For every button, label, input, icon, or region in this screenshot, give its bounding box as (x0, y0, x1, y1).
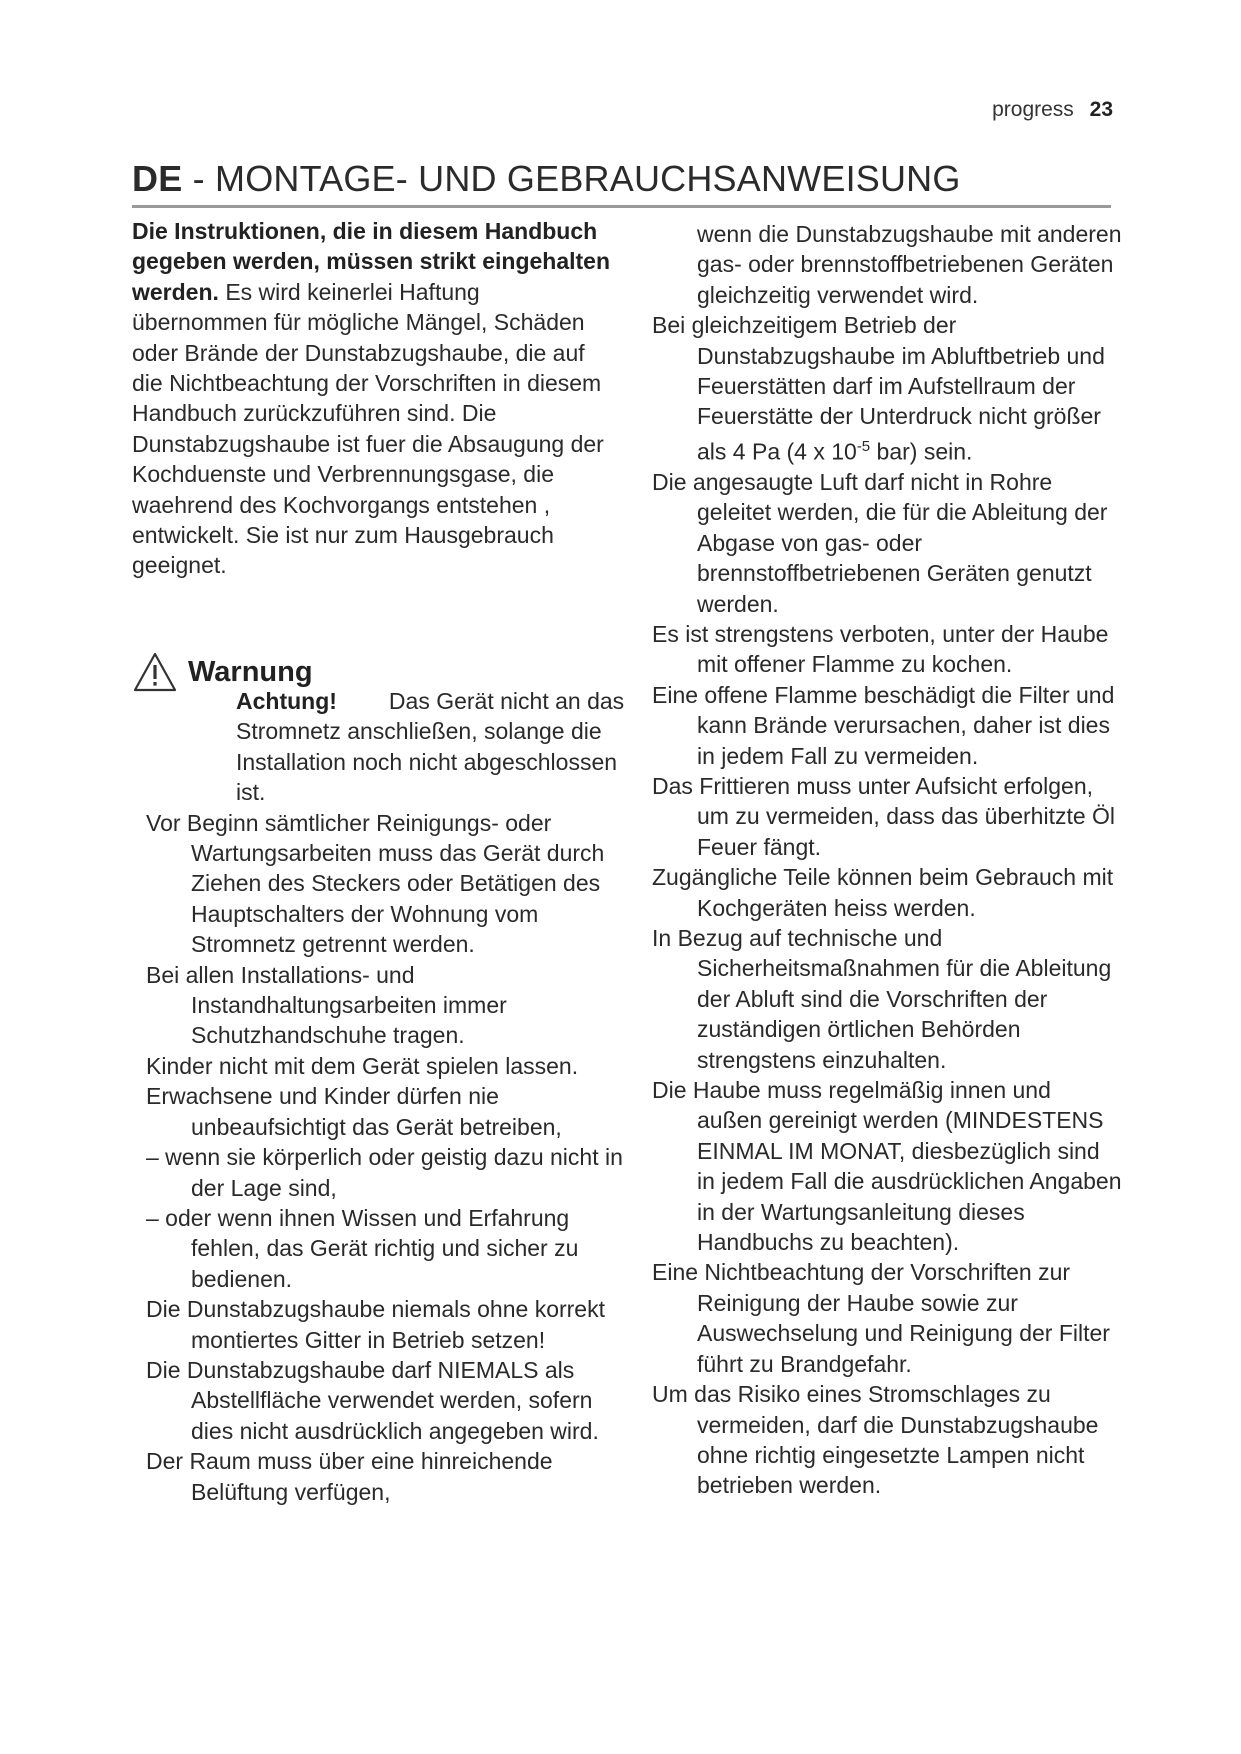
warning-item: Kinder nicht mit dem Gerät spielen lassen. (146, 1052, 579, 1079)
warning-first-text: Das Gerät nicht an das Stromnetz anschließen, solange die Installation noch nicht abgeschlossen ist. (236, 688, 625, 806)
title-text: - MONTAGE- UND GEBRAUCHSANWEISUNG (182, 158, 961, 199)
right-item: Die Haube muss regelmäßig innen und außen gereinigt werden (MINDESTENS EINMAL IM MONAT, diesbezüglich sind in jedem Fall die ausdrücklichen Angaben in der Wartungsanleitung dieses Handbuchs zu beachten). (652, 1077, 1122, 1256)
left-column (132, 216, 612, 581)
warning-body (146, 686, 626, 1507)
intro-text: Es wird keinerlei Haftung übernommen für mögliche Mängel, Schäden oder Brände der Dunstabzugshaube, die auf die Nichtbeachtung der Vorschriften in diesem Handbuch zurückzuführen sind. Die Dunstabzugshaube ist fuer die Absaugung der Kochduenste und Verbrennungsgase, die waehrend des Kochvorgangs entstehen , entwickelt. Sie ist nur zum Hausgebrauch geeignet. (132, 278, 604, 579)
right-item: Eine offene Flamme beschädigt die Filter und kann Brände verursachen, daher ist dies in jedem Fall zu vermeiden. (652, 681, 1115, 769)
language-code: DE (132, 158, 183, 199)
right-item: Zugängliche Teile können beim Gebrauch mit Kochgeräten heiss werden. (652, 864, 1114, 921)
warning-item: Der Raum muss über eine hinreichende Belüftung verfügen, (146, 1448, 553, 1505)
warning-item: – oder wenn ihnen Wissen und Erfahrung fehlen, das Gerät richtig und sicher zu bedienen. (146, 1204, 579, 1292)
pressure-text: Bei gleichzeitigem Betrieb der Dunstabzugshaube im Abluftbetrieb und Feuerstätten darf im Aufstellraum der Feuerstätte der Unterdruck nicht größer als 4 Pa (4 x 10 (652, 312, 1105, 465)
right-item: Die angesaugte Luft darf nicht in Rohre geleitet werden, die für die Ableitung der Abgase von gas- oder brennstoffbetriebenen Geräten genutzt werden. (652, 468, 1108, 617)
right-item: Es ist strengstens verboten, unter der Haube mit offener Flamme zu kochen. (652, 620, 1109, 678)
warning-first-item (146, 686, 626, 808)
page-title (132, 158, 961, 200)
right-item: Das Frittieren muss unter Aufsicht erfolgen, um zu vermeiden, dass das überhitzte Öl Feuer fängt. (652, 772, 1116, 860)
right-item-pressure (652, 310, 1122, 467)
right-item: In Bezug auf technische und Sicherheitsmaßnahmen für die Ableitung der Abluft sind die Vorschriften der zuständigen örtlichen Behörden strengstens einzuhalten. (652, 925, 1112, 1073)
right-continuation: wenn die Dunstabzugshaube mit anderen gas- oder brennstoffbetriebenen Geräten gleichzeitig verwendet wird. (697, 221, 1122, 308)
page-header (992, 98, 1113, 122)
warning-item: Die Dunstabzugshaube niemals ohne korrekt montiertes Gitter in Betrieb setzen! (146, 1296, 605, 1353)
page-number: 23 (1089, 98, 1113, 121)
intro-bold: Die Instruktionen, die in diesem Handbuch gegeben werden, müssen strikt eingehalten werden. (132, 218, 611, 305)
title-divider (132, 205, 1111, 208)
pressure-suffix: bar) sein. (870, 438, 973, 465)
warning-item: Vor Beginn sämtlicher Reinigungs- oder Wartungsarbeiten muss das Gerät durch Ziehen des Steckers oder Betätigen des Hauptschalters der Wohnung vom Stromnetz getrennt werden. (146, 809, 605, 958)
warning-item: Erwachsene und Kinder dürfen nie unbeaufsichtigt das Gerät betreiben, (146, 1083, 562, 1140)
right-item: Um das Risiko eines Stromschlages zu vermeiden, darf die Dunstabzugshaube ohne richtig eingesetzte Lampen nicht betrieben werden. (652, 1381, 1099, 1499)
right-column (652, 219, 1122, 1501)
warning-first-bold: Achtung! (236, 688, 337, 714)
pressure-exponent: -5 (856, 437, 871, 455)
brand-name: progress (992, 98, 1074, 121)
intro-paragraph (132, 216, 612, 581)
warning-item: Die Dunstabzugshaube darf NIEMALS als Abstellfläche verwendet werden, sofern dies nicht ausdrücklich angegeben wird. (146, 1356, 599, 1444)
warning-title: Warnung (188, 655, 313, 688)
warning-item: Bei allen Installations- und Instandhaltungsarbeiten immer Schutzhandschuhe tragen. (146, 961, 507, 1049)
right-item: Eine Nichtbeachtung der Vorschriften zur Reinigung der Haube sowie zur Auswechselung und Reinigung der Filter führt zu Brandgefahr. (652, 1259, 1110, 1377)
warning-item: – wenn sie körperlich oder geistig dazu nicht in der Lage sind, (146, 1144, 623, 1201)
